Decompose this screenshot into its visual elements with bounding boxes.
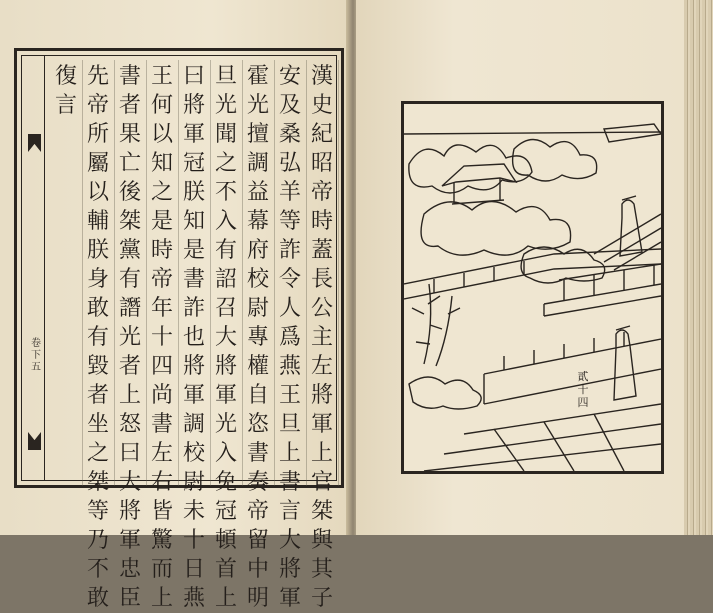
- column-rule: [114, 60, 115, 486]
- illustration-caption: 貳十四: [577, 370, 589, 409]
- staircase: [594, 214, 661, 270]
- text-column: 漢史紀昭帝時蓋長公主左將軍上官桀與其子: [310, 64, 333, 611]
- standing-figure-upper: [620, 200, 642, 256]
- fold-column: [26, 56, 45, 480]
- fold-label: 卷下五: [31, 338, 41, 373]
- terrace-edge-2: [404, 264, 661, 299]
- right-page: [356, 0, 684, 535]
- left-page: [0, 0, 352, 611]
- text-column: 霍光擅調益幕府校尉專權自恣書奏帝留中明: [246, 64, 269, 611]
- text-column: 曰將軍冠朕知是書詐也將軍調校尉未十日燕: [182, 64, 205, 611]
- terrace-platform: [544, 284, 661, 316]
- fish-tail-mark-top: [28, 134, 41, 152]
- bamboo-stems: [424, 284, 452, 366]
- cloud-top-mid: [513, 139, 597, 181]
- column-rule: [146, 60, 147, 486]
- column-rule: [82, 60, 83, 486]
- column-rule: [306, 60, 307, 486]
- illustration-drawing: [404, 104, 661, 471]
- floor-tile-dividers: [494, 414, 624, 471]
- upper-ground-line: [404, 132, 661, 134]
- text-column: 安及桑弘羊等詐令人爲燕王旦上書言大將軍: [278, 64, 301, 611]
- text-column: 復言: [54, 64, 77, 118]
- text-frame: [14, 48, 344, 611]
- bamboo-leaves: [412, 296, 460, 344]
- standing-figure-lower: [614, 330, 636, 400]
- text-column: 先帝所屬以輔朕身敢有毀者坐之桀等乃不敢: [86, 64, 109, 611]
- courtyard-railing: [504, 332, 624, 370]
- column-rule: [242, 60, 243, 486]
- text-column: 旦光聞之不入有詔召大將軍光入免冠頓首上: [214, 64, 237, 611]
- text-frame-inner: [21, 55, 337, 611]
- column-rule: [210, 60, 211, 486]
- column-rule: [338, 60, 339, 486]
- text-column: 書者果亡後桀黨有譖光者上怒曰大將軍忠臣: [118, 64, 141, 611]
- railing-posts-2: [564, 265, 654, 300]
- column-rule: [274, 60, 275, 486]
- page-fore-edge: [684, 0, 713, 535]
- cloud-bottom-left: [409, 377, 481, 409]
- text-column: 王何以知之是時帝年十四尚書左右皆驚而上: [150, 64, 173, 611]
- courtyard-platform: [484, 339, 661, 404]
- column-rule: [178, 60, 179, 486]
- pavilion-roof: [442, 164, 516, 186]
- floor-tiles: [424, 404, 661, 471]
- woodblock-illustration: [401, 101, 664, 474]
- fish-tail-mark-bottom: [28, 432, 41, 450]
